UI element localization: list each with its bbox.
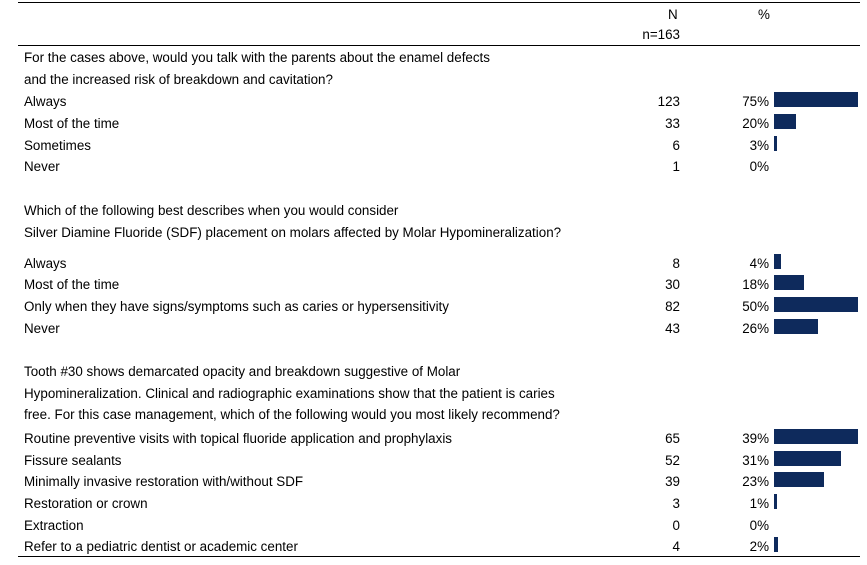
q3-row-percent: 2% (749, 539, 769, 554)
q2-row-label: Only when they have signs/symptoms such as caries or hypersensitivity (24, 299, 449, 314)
q3-row-n: 4 (672, 539, 680, 554)
q3-row-bar (774, 472, 824, 487)
q1-row-n: 6 (672, 138, 680, 153)
q1-row-bar (774, 92, 858, 107)
q3-row-n: 39 (665, 474, 680, 489)
q2-row-bar (774, 275, 804, 290)
question-3-line-3: free. For this case management, which of the following would you most likely recommend? (24, 407, 560, 422)
question-1-line-1: For the cases above, would you talk with the parents about the enamel defects (24, 50, 490, 65)
q2-row-percent: 4% (749, 256, 769, 271)
question-2-line-2: Silver Diamine Fluoride (SDF) placement on molars affected by Molar Hypomineralization? (24, 225, 562, 240)
q3-row-percent: 0% (749, 518, 769, 533)
q2-row-percent: 18% (742, 277, 769, 292)
q1-row-n: 1 (672, 159, 680, 174)
q2-row-percent: 26% (742, 321, 769, 336)
q1-row-percent: 75% (742, 94, 769, 109)
q1-row-bar (774, 136, 777, 151)
q1-row-label: Always (24, 94, 67, 109)
q2-row-n: 8 (672, 256, 680, 271)
q3-row-bar (774, 494, 777, 509)
q2-row-percent: 50% (742, 299, 769, 314)
question-1-line-2: and the increased risk of breakdown and cavitation? (24, 72, 333, 87)
q3-row-bar (774, 451, 841, 466)
q3-row-percent: 31% (742, 453, 769, 468)
q1-row-percent: 3% (749, 138, 769, 153)
q1-row-n: 33 (665, 116, 680, 131)
q3-row-percent: 23% (742, 474, 769, 489)
q3-row-bar (774, 429, 858, 444)
q3-row-label: Refer to a pediatric dentist or academic center (24, 539, 298, 554)
table-top-rule (18, 2, 860, 3)
q3-row-n: 65 (665, 431, 680, 446)
q2-row-n: 30 (665, 277, 680, 292)
header-n: N (668, 7, 678, 22)
q2-row-bar (774, 254, 781, 269)
q1-row-percent: 0% (749, 159, 769, 174)
question-2-line-1: Which of the following best describes when you would consider (24, 203, 399, 218)
header-rule (18, 45, 860, 46)
q3-row-label: Routine preventive visits with topical fluoride application and prophylaxis (24, 431, 452, 446)
q1-row-label: Never (24, 159, 60, 174)
q1-row-bar (774, 114, 796, 129)
q3-row-bar (774, 537, 778, 552)
q3-row-n: 0 (672, 518, 680, 533)
q2-row-bar (774, 297, 858, 312)
q3-row-percent: 1% (749, 496, 769, 511)
q3-row-n: 52 (665, 453, 680, 468)
q2-row-label: Never (24, 321, 60, 336)
question-3-line-1: Tooth #30 shows demarcated opacity and breakdown suggestive of Molar (24, 364, 461, 379)
header-n-total: n=163 (642, 27, 680, 42)
q1-row-percent: 20% (742, 116, 769, 131)
q3-row-label: Minimally invasive restoration with/without SDF (24, 474, 304, 489)
q2-row-n: 43 (665, 321, 680, 336)
q1-row-label: Sometimes (24, 138, 91, 153)
q3-row-label: Restoration or crown (24, 496, 148, 511)
q3-row-percent: 39% (742, 431, 769, 446)
question-3-line-2: Hypomineralization. Clinical and radiographic examinations show that the patient is caries (24, 386, 555, 401)
q1-row-label: Most of the time (24, 116, 120, 131)
table-bottom-rule (18, 556, 860, 557)
q2-row-n: 82 (665, 299, 680, 314)
q1-row-n: 123 (657, 94, 680, 109)
q3-row-label: Extraction (24, 518, 84, 533)
q2-row-bar (774, 319, 818, 334)
header-percent: % (758, 7, 770, 22)
q2-row-label: Always (24, 256, 67, 271)
q3-row-n: 3 (672, 496, 680, 511)
q2-row-label: Most of the time (24, 277, 120, 292)
q3-row-label: Fissure sealants (24, 453, 122, 468)
